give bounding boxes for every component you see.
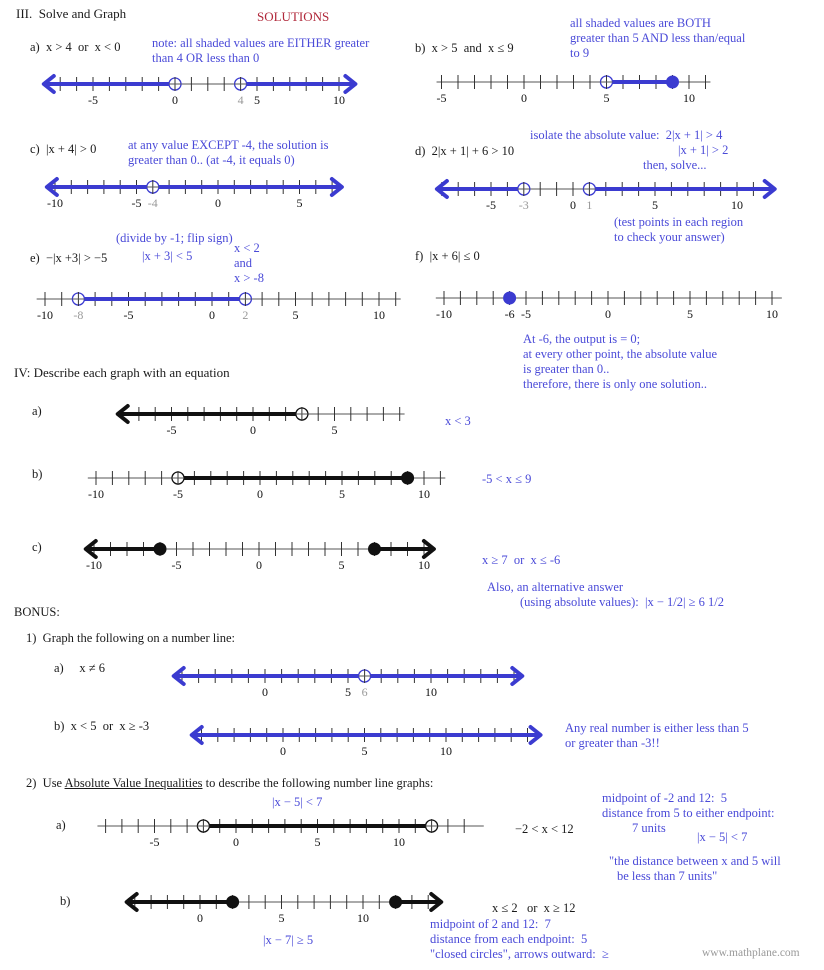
- bonus-q2a-note-1: midpoint of -2 and 12: 5: [602, 791, 727, 805]
- svg-text:-3: -3: [518, 198, 529, 212]
- bonus-q2b-answer: x ≤ 2 or x ≥ 12: [492, 901, 576, 915]
- svg-text:5: 5: [254, 93, 260, 107]
- problem-a-note-1: note: all shaded values are EITHER greater: [152, 36, 370, 50]
- closed-circle-icon: [154, 543, 166, 555]
- svg-text:-5: -5: [486, 198, 496, 212]
- svg-text:5: 5: [278, 911, 285, 925]
- svg-text:5: 5: [345, 685, 351, 699]
- bonus-q2a-quote-2: be less than 7 units": [617, 869, 718, 883]
- problem-a-label: a) x > 4 or x < 0: [30, 40, 121, 54]
- bonus-q1a-label: a) x ≠ 6: [54, 661, 105, 675]
- svg-text:-10: -10: [86, 558, 102, 572]
- svg-text:0: 0: [197, 911, 203, 925]
- svg-text:-5: -5: [88, 93, 98, 107]
- problem-b-note-1: all shaded values are BOTH: [570, 16, 711, 30]
- svg-text:0: 0: [172, 93, 178, 107]
- problem-e-result-3: x > -8: [234, 271, 264, 285]
- bonus-q2a-label: a): [56, 818, 66, 832]
- svg-text:5: 5: [331, 423, 338, 437]
- svg-text:0: 0: [605, 307, 611, 321]
- problem-b-note-2: greater than 5 AND less than/equal: [570, 31, 746, 45]
- closed-circle-icon: [402, 472, 414, 484]
- svg-text:10: 10: [766, 307, 778, 321]
- closed-circle-icon: [504, 292, 516, 304]
- bonus-q2a-abs: |x − 5| < 7: [697, 830, 748, 844]
- problem-f-note-2: at every other point, the absolute value: [523, 347, 718, 361]
- number-line-iii-d: [437, 181, 775, 212]
- problem-d-note-3: then, solve...: [643, 158, 707, 172]
- number-line-iii-b: [437, 75, 711, 105]
- svg-text:10: 10: [393, 835, 405, 849]
- svg-text:10: 10: [731, 198, 743, 212]
- graph-c-answer: x ≥ 7 or x ≤ -6: [482, 553, 561, 567]
- svg-text:0: 0: [257, 487, 263, 501]
- problem-e-note: (divide by -1; flip sign): [116, 231, 233, 245]
- number-line-b2-a: [97, 819, 483, 849]
- problem-f-note-4: therefore, there is only one solution..: [523, 377, 707, 391]
- svg-text:10: 10: [440, 744, 452, 758]
- svg-text:-5: -5: [173, 487, 183, 501]
- bonus-q2b-note-3: "closed circles", arrows outward: ≥: [430, 947, 609, 961]
- svg-text:-5: -5: [123, 308, 134, 322]
- svg-text:10: 10: [418, 558, 430, 572]
- svg-text:0: 0: [233, 835, 239, 849]
- svg-text:10: 10: [357, 911, 369, 925]
- svg-text:5: 5: [652, 198, 658, 212]
- bonus-q1b-label: b) x < 5 or x ≥ -3: [54, 719, 150, 733]
- bonus-q2a-top-answer: |x − 5| < 7: [272, 795, 323, 809]
- number-line-iv-a: [118, 406, 405, 437]
- number-line-iv-b: [88, 471, 446, 501]
- number-line-iii-c: [47, 179, 342, 210]
- number-line-b1-a: [174, 668, 523, 699]
- svg-text:10: 10: [333, 93, 345, 107]
- problem-f-note-1: At -6, the output is = 0;: [523, 332, 641, 346]
- graph-b-label: b): [32, 467, 43, 481]
- svg-text:0: 0: [215, 196, 221, 210]
- problem-e-label: e) −|x +3| > −5: [30, 251, 108, 265]
- svg-text:4: 4: [237, 93, 244, 107]
- svg-text:-8: -8: [73, 308, 84, 322]
- bonus-q1b-note-2: or greater than -3!!: [565, 736, 660, 750]
- svg-text:0: 0: [250, 423, 256, 437]
- svg-text:5: 5: [314, 835, 321, 849]
- svg-text:5: 5: [296, 196, 303, 210]
- problem-c-note-1: at any value EXCEPT -4, the solution is: [128, 138, 329, 152]
- svg-text:10: 10: [683, 91, 695, 105]
- svg-text:5: 5: [339, 487, 345, 501]
- number-line-b1-b: [192, 727, 541, 758]
- problem-c-label: c) |x + 4| > 0: [30, 142, 97, 156]
- problem-a-note-2: than 4 OR less than 0: [152, 51, 260, 65]
- bonus-title: BONUS:: [14, 605, 60, 619]
- number-line-b2-b: [127, 894, 442, 925]
- problem-e-result-1: x < 2: [234, 241, 260, 255]
- svg-text:5: 5: [361, 744, 368, 758]
- bonus-q2a-answer: −2 < x < 12: [515, 822, 574, 836]
- svg-text:2: 2: [242, 308, 249, 322]
- bonus-q2a-quote-1: "the distance between x and 5 will: [609, 854, 781, 868]
- svg-text:0: 0: [570, 198, 576, 212]
- solutions-heading: SOLUTIONS: [257, 9, 330, 24]
- bonus-q2b-note-1: midpoint of 2 and 12: 7: [430, 917, 551, 931]
- svg-text:0: 0: [521, 91, 527, 105]
- problem-b-label: b) x > 5 and x ≤ 9: [415, 41, 514, 55]
- svg-text:-10: -10: [37, 308, 53, 322]
- bonus-q2-title: 2) Use Absolute Value Inequalities to describe the following number line graphs:: [26, 776, 434, 790]
- problem-b-note-3: to 9: [570, 46, 590, 60]
- problem-f-label: f) |x + 6| ≤ 0: [415, 249, 480, 263]
- graph-c-alt-1: Also, an alternative answer: [487, 580, 624, 594]
- bonus-q1b-note-1: Any real number is either less than 5: [565, 721, 749, 735]
- svg-text:0: 0: [280, 744, 286, 758]
- svg-text:-10: -10: [436, 307, 452, 321]
- problem-e-result-2: and: [234, 256, 253, 270]
- bonus-q2b-note-2: distance from each endpoint: 5: [430, 932, 588, 946]
- svg-text:5: 5: [292, 308, 299, 322]
- svg-text:-10: -10: [47, 196, 63, 210]
- svg-text:5: 5: [687, 307, 693, 321]
- bonus-q2b-label: b): [60, 894, 71, 908]
- number-line-iv-c: [86, 541, 434, 572]
- graph-a-label: a): [32, 404, 42, 418]
- svg-text:-5: -5: [166, 423, 177, 437]
- svg-text:-4: -4: [147, 196, 158, 210]
- bonus-q2b-bottom-answer: |x − 7| ≥ 5: [263, 933, 314, 947]
- graph-b-answer: -5 < x ≤ 9: [482, 472, 532, 486]
- number-line-iii-e: [37, 292, 401, 322]
- svg-text:0: 0: [262, 685, 268, 699]
- closed-circle-icon: [667, 76, 679, 88]
- section-title-solve-and-graph: III. Solve and Graph: [16, 6, 127, 21]
- svg-text:-5: -5: [171, 558, 182, 572]
- svg-text:1: 1: [586, 198, 593, 212]
- bonus-q2a-note-2: distance from 5 to either endpoint:: [602, 806, 775, 820]
- svg-text:-5: -5: [131, 196, 142, 210]
- svg-text:5: 5: [338, 558, 345, 572]
- bonus-q2a-note-3: 7 units: [632, 821, 666, 835]
- bonus-q1-title: 1) Graph the following on a number line:: [26, 631, 235, 645]
- svg-text:10: 10: [418, 487, 430, 501]
- svg-text:6: 6: [361, 685, 368, 699]
- problem-d-test-note-2: to check your answer): [614, 230, 725, 244]
- svg-text:-6: -6: [504, 307, 515, 321]
- absolute-value-inequalities-term: Absolute Value Inequalities: [64, 776, 203, 790]
- svg-text:-5: -5: [149, 835, 160, 849]
- graph-a-answer: x < 3: [445, 414, 471, 428]
- section-title-describe-graph: IV: Describe each graph with an equation: [14, 365, 230, 380]
- svg-text:0: 0: [256, 558, 262, 572]
- problem-d-test-note-1: (test points in each region: [614, 215, 744, 229]
- svg-text:-5: -5: [521, 307, 531, 321]
- number-line-iii-f: [436, 291, 782, 321]
- problem-d-note-2: |x + 1| > 2: [678, 143, 729, 157]
- graph-c-label: c): [32, 540, 42, 554]
- svg-text:-5: -5: [436, 91, 447, 105]
- problem-d-label: d) 2|x + 1| + 6 > 10: [415, 144, 515, 158]
- svg-text:5: 5: [603, 91, 610, 105]
- footer-site: www.mathplane.com: [702, 947, 800, 959]
- closed-circle-icon: [390, 896, 402, 908]
- svg-text:10: 10: [373, 308, 385, 322]
- problem-f-note-3: is greater than 0..: [523, 362, 610, 376]
- closed-circle-icon: [227, 896, 239, 908]
- closed-circle-icon: [369, 543, 381, 555]
- svg-text:10: 10: [425, 685, 437, 699]
- problem-c-note-2: greater than 0.. (at -4, it equals 0): [128, 153, 295, 167]
- problem-e-step: |x + 3| < 5: [142, 249, 193, 263]
- problem-d-note-1: isolate the absolute value: 2|x + 1| > 4: [530, 128, 723, 142]
- number-line-iii-a: [44, 76, 356, 107]
- svg-text:0: 0: [209, 308, 215, 322]
- svg-text:-10: -10: [88, 487, 104, 501]
- graph-c-alt-2: (using absolute values): |x − 1/2| ≥ 6 1/2: [520, 595, 724, 609]
